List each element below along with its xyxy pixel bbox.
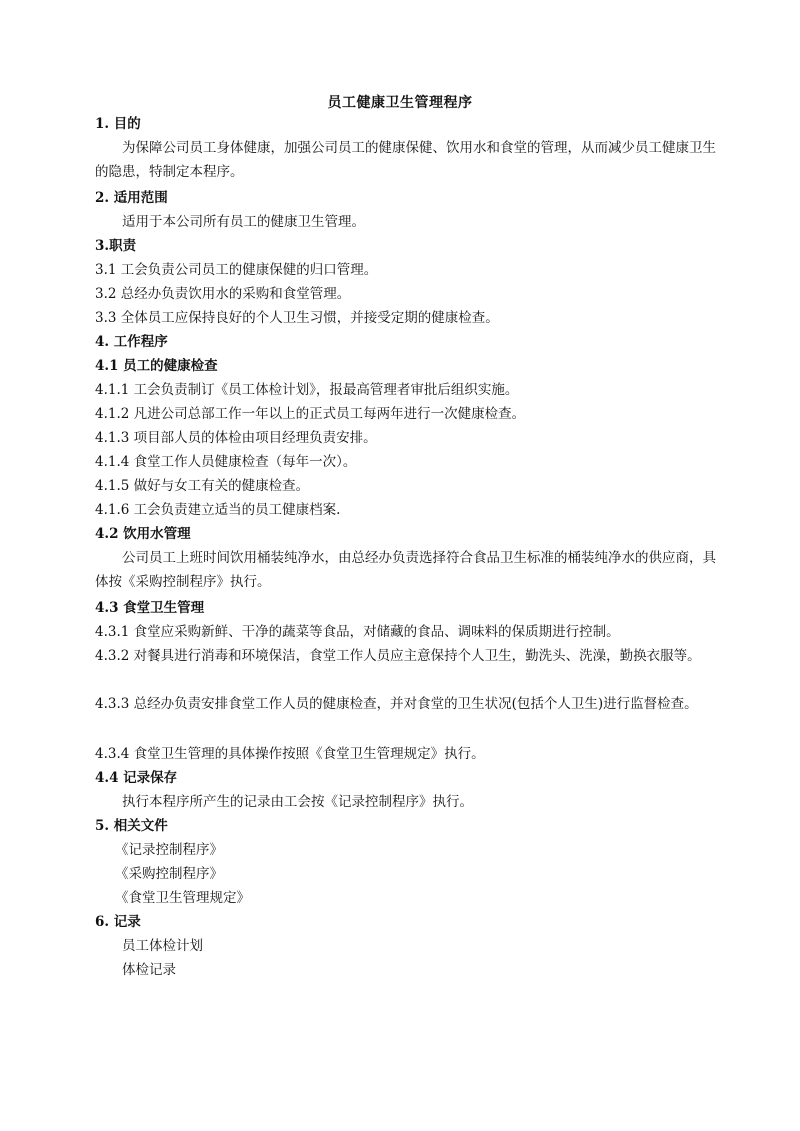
- record-item: 员工体检计划: [122, 938, 203, 954]
- related-document: 《记录控制程序》: [115, 842, 223, 858]
- section-1-text: 为保障公司员工身体健康，加强公司员工的健康保健、饮用水和食堂的管理，从而减少员工健康卫生的隐患，特制定本程序。: [95, 140, 716, 180]
- section-2-text: 适用于本公司所有员工的健康卫生管理。: [122, 214, 365, 230]
- section-4-4-heading: 4.4 记录保存: [95, 770, 178, 786]
- related-document: 《采购控制程序》: [115, 866, 223, 882]
- section-4-1-item: 4.1.4 食堂工作人员健康检查（每年一次）。: [95, 454, 357, 470]
- section-3-item: 3.2 总经办负责饮用水的采购和食堂管理。: [95, 286, 351, 302]
- section-4-heading: 4. 工作程序: [95, 334, 168, 350]
- section-4-2-text: 公司员工上班时间饮用桶装纯净水，由总经办负责选择符合食品卫生标准的桶装纯净水的供应商，具体按《采购控制程序》执行。: [95, 550, 716, 590]
- section-4-3-item: 4.3.4 食堂卫生管理的具体操作按照《食堂卫生管理规定》执行。: [95, 746, 485, 762]
- related-document: 《食堂卫生管理规定》: [115, 890, 250, 906]
- section-4-3-heading: 4.3 食堂卫生管理: [95, 600, 205, 616]
- section-4-1-item: 4.1.5 做好与女工有关的健康检查。: [95, 478, 310, 494]
- section-4-1-item: 4.1.3 项目部人员的体检由项目经理负责安排。: [95, 430, 377, 446]
- section-4-1-item: 4.1.6 工会负责建立适当的员工健康档案.: [95, 502, 341, 518]
- section-4-1-heading: 4.1 员工的健康检查: [95, 358, 218, 374]
- section-1-heading: 1. 目的: [95, 116, 141, 132]
- section-4-3-item: 4.3.1 食堂应采购新鲜、干净的蔬菜等食品，对储藏的食品、调味料的保质期进行控制。: [95, 624, 620, 640]
- section-3-heading: 3.职责: [95, 238, 137, 254]
- section-4-1-item: 4.1.2 凡进公司总部工作一年以上的正式员工每两年进行一次健康检查。: [95, 406, 526, 422]
- section-5-heading: 5. 相关文件: [95, 818, 168, 834]
- section-4-2-heading: 4.2 饮用水管理: [95, 526, 191, 542]
- record-item: 体检记录: [122, 962, 176, 978]
- section-6-heading: 6. 记录: [95, 914, 141, 930]
- section-3-item: 3.3 全体员工应保持良好的个人卫生习惯，并接受定期的健康检查。: [95, 310, 499, 326]
- document-title: 员工健康卫生管理程序: [327, 95, 473, 111]
- section-4-1-item: 4.1.1 工会负责制订《员工体检计划》，报最高管理者审批后组织实施。: [95, 382, 519, 398]
- section-2-heading: 2. 适用范围: [95, 190, 168, 206]
- section-3-item: 3.1 工会负责公司员工的健康保健的归口管理。: [95, 262, 378, 278]
- section-4-3-item: 4.3.3 总经办负责安排食堂工作人员的健康检查，并对食堂的卫生状况(包括个人卫生)进行监督检查。: [95, 696, 698, 712]
- section-4-3-item: 4.3.2 对餐具进行消毒和环境保洁，食堂工作人员应主意保持个人卫生，勤洗头、洗澡，勤换衣服等。: [95, 648, 701, 664]
- section-4-4-text: 执行本程序所产生的记录由工会按《记录控制程序》执行。: [122, 794, 473, 810]
